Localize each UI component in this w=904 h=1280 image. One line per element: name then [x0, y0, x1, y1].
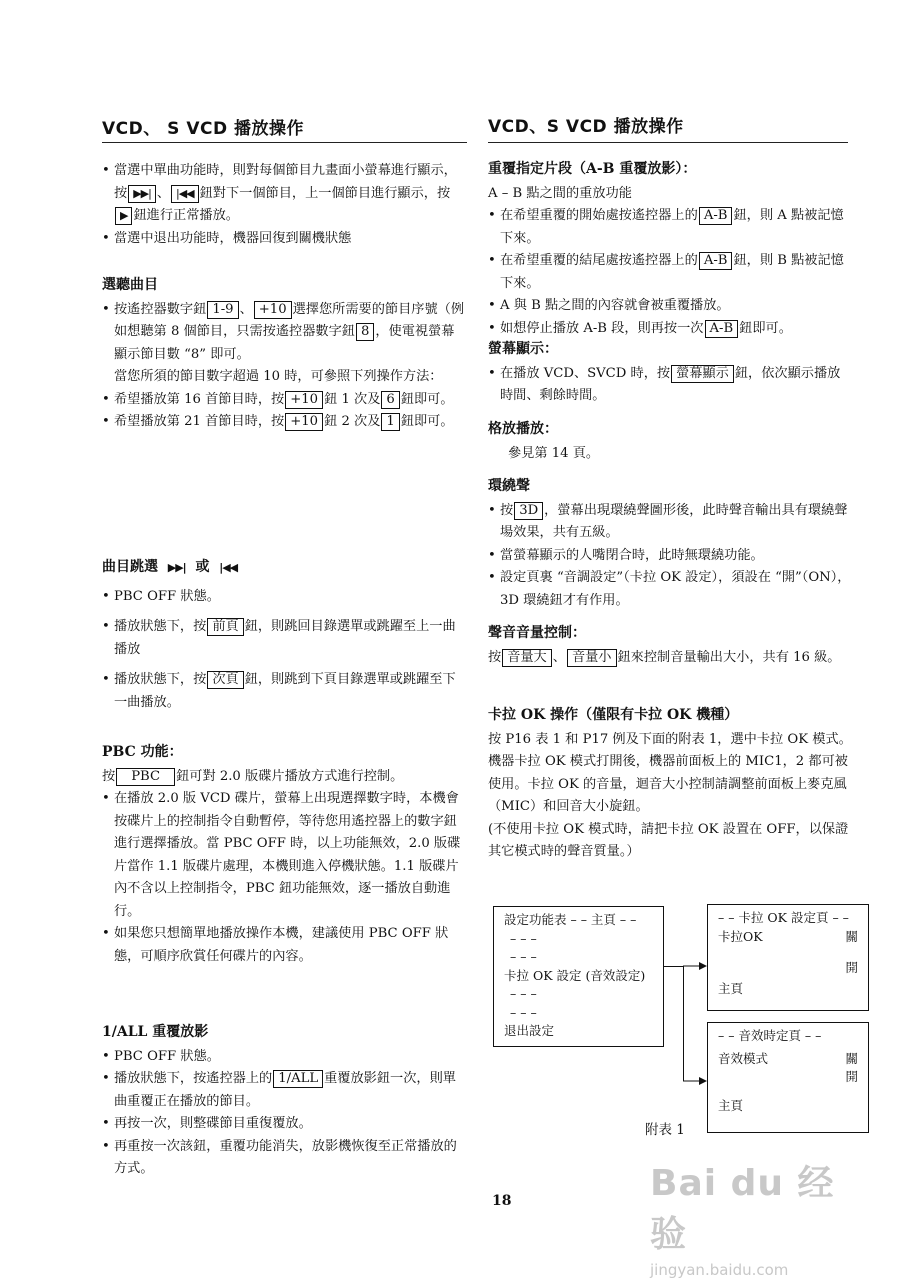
repeat-section: [102, 1021, 467, 1181]
main-menu-box: [493, 906, 664, 1047]
3d-key: 3D: [514, 502, 543, 520]
next-page-key: 次頁: [207, 671, 243, 689]
list-item: • 在播放 2.0 版 VCD 碟片，螢幕上出現選擇數字時，本機會按碟片上的控制指令自動暫停，等待您用遙控器上的數字鈕進行選擇播放。當 PBC OFF 時，以上功能無效，2.0 版碟片當作 1.1 版碟片處理，本機則進入停機狀態。1.1 版碟片內不含以上控制指令，PBC 鈕功能無效，逐一播放自動進行。: [102, 788, 467, 923]
prev-page-key: 前頁: [207, 618, 243, 636]
section-heading: 格放播放：: [488, 421, 558, 437]
list-item: • 當選中單曲功能時，則對每個節目九畫面小螢幕進行顯示，按 ▶▶| 、 |◀◀ 鈕對下一個節目，上一個節目進行顯示，按▶ 鈕進行正常播放。: [102, 160, 467, 228]
grid-text: 參見第 14 頁。: [508, 445, 600, 461]
section-heading: 螢幕顯示：: [488, 341, 558, 357]
effect-row: 音效模式 關: [718, 1050, 858, 1066]
key-plus10: +10: [285, 413, 323, 431]
diagram-caption: 附表 1: [645, 1122, 685, 1138]
ab-section: [488, 158, 853, 340]
menu-line: – – –: [510, 986, 537, 1001]
watermark: [650, 1155, 850, 1279]
next-track-key: ▶▶|: [128, 185, 156, 203]
volume-section: [488, 622, 853, 669]
skip-section: [102, 556, 467, 714]
list-item: • 播放狀態下，按遙控器上的 1/ALL 重覆放影鈕一次，則單曲重覆正在播放的節目。: [102, 1068, 467, 1113]
ab-key: A-B: [699, 207, 733, 225]
section-heading: 環繞聲: [488, 478, 530, 494]
list-item: • PBC OFF 狀態。: [102, 586, 467, 609]
list-item: • 如果您只想簡單地播放操作本機，建議使用 PBC OFF 狀態，可順序欣賞任何碟片的內容。: [102, 923, 467, 968]
karaoke-on-row: 開: [845, 960, 858, 975]
arrow-right-icon: [699, 1077, 707, 1085]
key-6: 6: [381, 391, 399, 409]
repeat-key: 1/ALL: [273, 1070, 323, 1088]
karaoke-page-box: [707, 904, 869, 1011]
section-heading: 聲音音量控制：: [488, 625, 586, 641]
effect-page-box: [707, 1022, 869, 1133]
ab-key: A-B: [699, 252, 733, 270]
pbc-key: PBC: [116, 768, 175, 786]
menu-line: 卡拉 OK 設定 (音效設定): [504, 967, 646, 983]
volume-down-key: 音量小: [567, 649, 617, 667]
section-heading: 重覆指定片段（A-B 重覆放影）：: [488, 161, 697, 177]
connector-arrows: [683, 958, 709, 1088]
list-item: • 播放狀態下，按 前頁 鈕，則跳回目錄選單或跳躍至上一曲播放: [102, 616, 467, 661]
section-heading: 1/ALL 重覆放影: [102, 1024, 209, 1040]
select-note: 當您所須的節目數字超過 10 時，可參照下列操作方法：: [114, 369, 443, 384]
list-item: • 在希望重覆的開始處按遙控器上的 A-B 鈕，則 A 點被記憶下來。: [488, 205, 853, 250]
list-item: • PBC OFF 狀態。: [102, 1046, 467, 1069]
pbc-lead: 按 PBC 鈕可對 2.0 版碟片播放方式進行控制。: [102, 768, 404, 784]
intro-section: [102, 160, 467, 250]
karaoke-section: [488, 704, 853, 864]
section-heading: 曲目跳選 ▶▶| 或 |◀◀: [102, 559, 238, 575]
ab-key: A-B: [705, 320, 739, 338]
watermark-url: jingyan.baidu.com: [650, 1261, 789, 1279]
grid-section: [488, 418, 853, 465]
menu-line: – – –: [510, 949, 537, 964]
section-heading: 卡拉 OK 操作（僅限有卡拉 OK 機種）: [488, 707, 739, 723]
left-page-title: VCD、 S VCD 播放操作: [102, 119, 304, 139]
next-track-icon: ▶▶|: [167, 561, 186, 574]
section-heading: PBC 功能：: [102, 744, 183, 760]
volume-text: 按 音量大 、 音量小 鈕來控制音量輸出大小，共有 16 級。: [488, 649, 841, 665]
key-1: 1: [381, 413, 399, 431]
key-8: 8: [356, 323, 374, 341]
karaoke-row: 卡拉OK 關: [718, 928, 858, 944]
watermark-logo: Bai du 经验: [650, 1163, 835, 1255]
list-item: • 按遙控器數字鈕 1-9 、 +10 選擇您所需要的節目序號（例如想聽第 8 個節目，只需按遙控器數字鈕 8 ，使電視螢幕顯示節目數 “8” 即可。: [102, 299, 467, 367]
key-plus10: +10: [254, 301, 292, 319]
page-number: 18: [492, 1193, 512, 1209]
connector-line: [664, 966, 684, 967]
menu-line: 設定功能表 – – 主頁 – –: [504, 912, 637, 927]
play-key: ▶: [115, 207, 132, 225]
list-item: • 再重按一次該鈕，重覆功能消失，放影機恢復至正常播放的方式。: [102, 1136, 467, 1181]
prev-track-icon: |◀◀: [219, 561, 238, 574]
list-item: • 當螢幕顯示的人嘴閉合時，此時無環繞功能。: [488, 545, 853, 568]
right-title-rule: [488, 142, 848, 143]
osd-section: [488, 338, 853, 408]
menu-line: 退出設定: [504, 1023, 555, 1038]
list-item: • A 與 B 點之間的內容就會被重覆播放。: [488, 295, 853, 318]
pbc-section: [102, 741, 467, 968]
home-label: 主頁: [718, 1097, 744, 1113]
karaoke-p2: (不使用卡拉 OK 模式時，請把卡拉 OK 設置在 OFF，以保證其它模式時的聲音質量。）: [488, 821, 849, 859]
surround-section: [488, 475, 853, 612]
list-item: • 按 3D ，螢幕出現環繞聲圖形後，此時聲音輸出具有環繞聲場效果，共有五級。: [488, 500, 853, 545]
section-heading: 選聽曲目: [102, 277, 158, 293]
box-title: – – 卡拉 OK 設定頁 – –: [718, 910, 849, 925]
list-item: • 在播放 VCD、SVCD 時，按 螢幕顯示 鈕，依次顯示播放時間、剩餘時間。: [488, 363, 853, 408]
ab-subtitle: A – B 點之間的重放功能: [488, 185, 632, 201]
arrow-right-icon: [699, 962, 707, 970]
volume-up-key: 音量大: [502, 649, 552, 667]
home-label: 主頁: [718, 980, 744, 996]
display-key: 螢幕顯示: [671, 365, 734, 383]
list-item: • 希望播放第 21 首節目時，按 +10 鈕 2 次及 1 鈕即可。: [102, 411, 467, 434]
key-1-9: 1-9: [207, 301, 238, 319]
left-title-rule: [102, 142, 467, 143]
list-item: • 播放狀態下，按 次頁 鈕，則跳到下頁目錄選單或跳躍至下一曲播放。: [102, 669, 467, 714]
effect-on-row: 開: [845, 1069, 858, 1084]
karaoke-p1: 按 P16 表 1 和 P17 例及下面的附表 1，選中卡拉 OK 模式。機器卡拉 OK 模式打開後，機器前面板上的 MIC1，2 都可被使用。卡拉 OK 的音量，迴音大小控制請調整前面板上麥克風（MIC）和回音大小旋鈕。: [488, 731, 852, 814]
box-title: – – 音效時定頁 – –: [718, 1028, 822, 1043]
menu-line: – – –: [510, 1004, 537, 1020]
prev-track-key: |◀◀: [171, 185, 199, 203]
list-item: • 在希望重覆的結尾處按遙控器上的 A-B 鈕，則 B 點被記憶下來。: [488, 250, 853, 295]
list-item: • 再按一次，則整碟節目重復覆放。: [102, 1113, 467, 1136]
right-page-title: VCD、S VCD 播放操作: [488, 117, 684, 137]
key-plus10: +10: [285, 391, 323, 409]
list-item: • 如想停止播放 A-B 段，則再按一次 A-B 鈕即可。: [488, 318, 853, 341]
list-item: • 希望播放第 16 首節目時，按 +10 鈕 1 次及 6 鈕即可。: [102, 389, 467, 412]
select-section: [102, 274, 467, 434]
list-item: • 當選中退出功能時，機器回復到關機狀態: [102, 228, 467, 251]
menu-line: – – –: [510, 930, 537, 946]
list-item: • 設定頁裏 “音調設定”（卡拉 OK 設定），須設在 “開”（ON），3D 環繞鈕才有作用。: [488, 567, 853, 612]
